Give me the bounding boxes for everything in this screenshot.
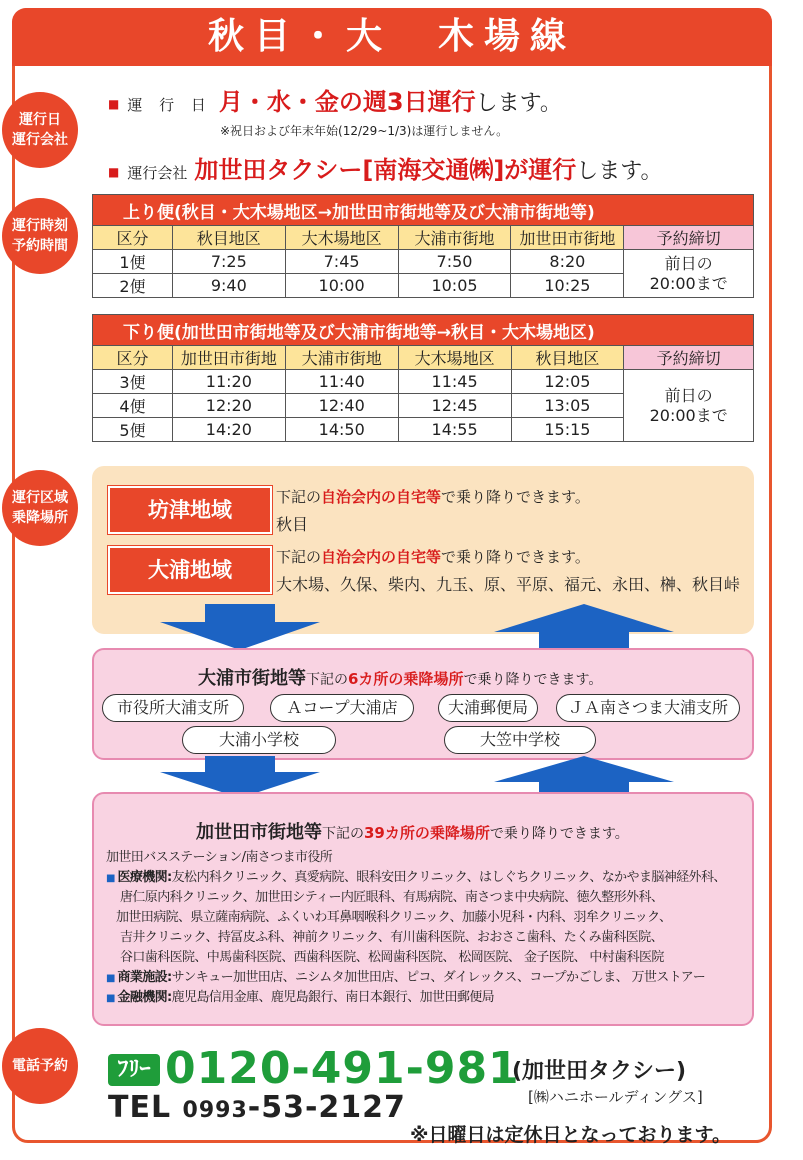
freedial-number[interactable]: 0120-491-981	[165, 1043, 520, 1094]
kaseda-header: 加世田市街地等下記の39カ所の乗降場所で乗り降りできます。	[196, 822, 629, 843]
deadline-cell: 前日の 20:00まで	[624, 250, 754, 298]
label-phone: 電話予約	[2, 1028, 78, 1104]
operator-label: 運行会社	[127, 164, 188, 182]
zone-bonotsu-desc: 下記の自治会内の自宅等で乗り降りできます。	[276, 488, 590, 506]
table-cell: 4便	[93, 394, 173, 418]
column-header: 予約締切	[624, 346, 754, 370]
table-cell: 12:40	[285, 394, 398, 418]
oura-header: 大浦市街地等下記の6カ所の乗降場所で乗り降りできます。	[198, 668, 603, 689]
table-cell: 12:45	[398, 394, 511, 418]
operator-suffix: します。	[576, 159, 663, 184]
table-cell: 12:20	[172, 394, 285, 418]
column-header: 大木場地区	[398, 346, 511, 370]
label-area: 運行区域 乗降場所	[2, 470, 78, 546]
arrow-down-1	[160, 604, 320, 650]
table-cell: 10:25	[511, 274, 624, 298]
medical-line-5: 谷口歯科医院、中馬歯科医院、西歯科医院、松岡歯科医院、 松岡医院、 金子医院、 中村歯科医院	[120, 950, 664, 965]
column-header: 大浦市街地	[285, 346, 398, 370]
down-timetable	[92, 314, 754, 442]
kaseda-bus-station: 加世田バスステーション/南さつま市役所	[106, 850, 333, 865]
table-cell: 8:20	[511, 250, 624, 274]
zone-bonotsu: 坊津地域	[108, 486, 272, 534]
page-title: 秋目・大 木場線	[12, 8, 772, 66]
operation-day-label: 運 行 日	[127, 96, 212, 114]
column-header: 加世田市街地	[172, 346, 285, 370]
stop-kasa-junior-high: 大笠中学校	[444, 726, 596, 754]
operator-line: ■ 運行会社 加世田タクシー[南海交通㈱]が運行します。	[108, 156, 663, 184]
column-header: 大浦市街地	[398, 226, 511, 250]
table-cell: 11:40	[285, 370, 398, 394]
operation-day-line: ■ 運 行 日 月・水・金の週3日運行します。	[108, 88, 562, 116]
operation-day-suffix: します。	[475, 91, 562, 116]
finance-line: ■ 金融機関:鹿児島信用金庫、鹿児島銀行、南日本銀行、加世田郵便局	[106, 990, 495, 1005]
deadline-cell: 前日の 20:00まで	[624, 370, 754, 442]
table-row	[93, 250, 754, 274]
table-cell: 10:05	[398, 274, 511, 298]
medical-line-1: ■ 医療機関:友松内科クリニック、真愛病院、眼科安田クリニック、はしぐちクリニック、なかやま脳神経外科、	[106, 870, 726, 885]
medical-line-4: 吉井クリニック、持冨皮ふ科、神前クリニック、有川歯科医院、おおさこ歯科、たくみ歯科医院、	[120, 930, 664, 945]
zone-oura: 大浦地域	[108, 546, 272, 594]
stop-oura-branch: 市役所大浦支所	[102, 694, 244, 722]
taxi-company: (加世田タクシー)	[512, 1059, 687, 1084]
arrow-up-1	[494, 604, 674, 650]
table-cell: 14:50	[285, 418, 398, 442]
holding-company: [㈱ハニホールディングス]	[528, 1088, 703, 1106]
zone-bonotsu-places: 秋目	[276, 515, 309, 534]
table-cell: 14:20	[172, 418, 285, 442]
closed-note: ※日曜日は定休日となっております。	[410, 1124, 731, 1146]
tel-number[interactable]: TEL 0993-53-2127	[108, 1090, 406, 1125]
column-header: 加世田市街地	[511, 226, 624, 250]
column-header: 秋目地区	[511, 346, 624, 370]
stop-oura-elementary: 大浦小学校	[182, 726, 336, 754]
table-cell: 7:25	[172, 250, 285, 274]
table-cell: 3便	[93, 370, 173, 394]
table-cell: 7:50	[398, 250, 511, 274]
table-cell: 10:00	[285, 274, 398, 298]
column-header: 区分	[93, 226, 173, 250]
table-cell: 12:05	[511, 370, 624, 394]
zone-oura-places: 大木場、久保、柴内、九玉、原、平原、福元、永田、榊、秋目峠	[276, 575, 741, 594]
table-cell: 13:05	[511, 394, 624, 418]
table-title: 上り便(秋目・大木場地区→加世田市街地等及び大浦市街地等)	[93, 195, 754, 226]
column-header: 予約締切	[624, 226, 754, 250]
label-operation: 運行日 運行会社	[2, 92, 78, 168]
table-cell: 11:45	[398, 370, 511, 394]
stop-acoop: Ａコープ大浦店	[270, 694, 414, 722]
table-cell: 9:40	[172, 274, 285, 298]
table-cell: 2便	[93, 274, 173, 298]
freedial-icon: ﾌﾘｰ	[108, 1054, 160, 1086]
table-title: 下り便(加世田市街地等及び大浦市街地等→秋目・大木場地区)	[93, 315, 754, 346]
table-cell: 1便	[93, 250, 173, 274]
stop-ja-branch: ＪＡ南さつま大浦支所	[556, 694, 740, 722]
up-timetable	[92, 194, 754, 298]
column-header: 秋目地区	[172, 226, 285, 250]
table-cell: 5便	[93, 418, 173, 442]
zone-oura-desc: 下記の自治会内の自宅等で乗り降りできます。	[276, 548, 590, 566]
operation-day-value: 月・水・金の週3日運行	[218, 88, 476, 116]
table-cell: 15:15	[511, 418, 624, 442]
operator-value: 加世田タクシー[南海交通㈱]が運行	[194, 156, 577, 184]
table-cell: 14:55	[398, 418, 511, 442]
table-row	[93, 370, 754, 394]
holiday-note: ※祝日および年末年始(12/29~1/3)は運行しません。	[220, 124, 509, 138]
column-header: 大木場地区	[285, 226, 398, 250]
table-cell: 11:20	[172, 370, 285, 394]
medical-line-3: 加世田病院、県立薩南病院、ふくいわ耳鼻咽喉科クリニック、加藤小児科・内科、羽牟クリニック、	[116, 910, 672, 925]
column-header: 区分	[93, 346, 173, 370]
medical-line-2: 唐仁原内科クリニック、加世田シティー内匠眼科、有馬病院、南さつま中央病院、徳久整形外科、	[120, 890, 664, 905]
table-cell: 7:45	[285, 250, 398, 274]
commerce-line: ■ 商業施設:サンキュー加世田店、ニシムタ加世田店、ピコ、ダイレックス、コープかごしま、 万世ストアー	[106, 970, 706, 985]
stop-post-office: 大浦郵便局	[438, 694, 538, 722]
label-timetable: 運行時刻 予約時間	[2, 198, 78, 274]
